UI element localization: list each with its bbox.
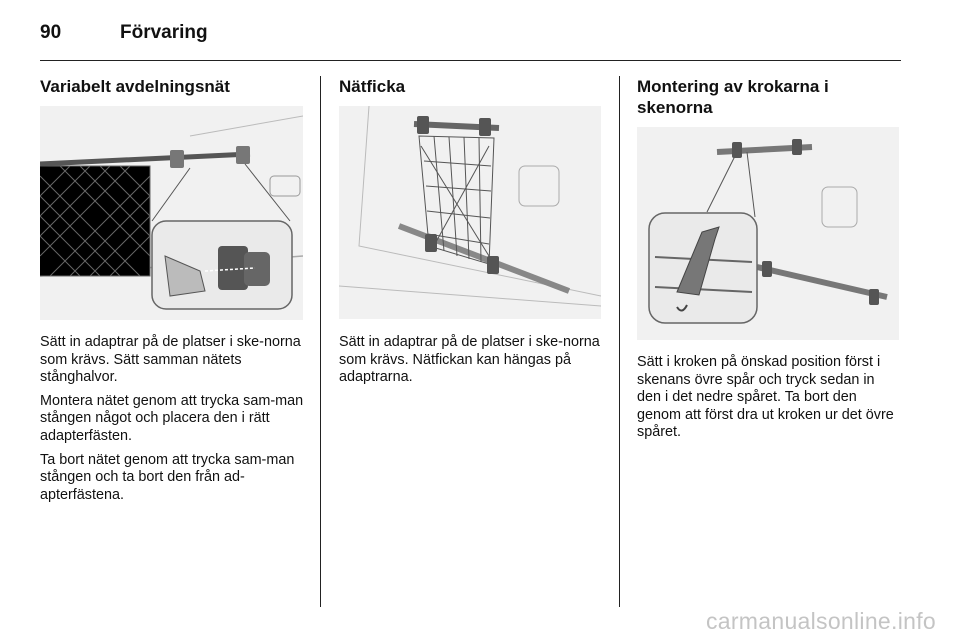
section-body-net-pocket [339,334,601,393]
header-rule [40,60,901,61]
divider-net-drawing [40,106,303,320]
column-divider-1 [320,76,321,607]
illustration-hook-mounting [637,127,899,340]
section-body-divider-net [40,334,305,510]
section-heading: Montering av krokarna i skenorna [637,77,829,117]
page-header [40,22,900,62]
watermark: carmanualsonline.info [705,608,936,634]
section-heading: Nätficka [339,77,406,96]
paragraph: Montera nätet genom att trycka sam-man stången något och placera den i rätt adapterfästen. [40,392,304,444]
section-body-hook-mounting [637,354,901,448]
paragraph: Ta bort nätet genom att trycka sam-man stången och ta bort den från ad-apterfästena. [40,451,295,503]
section-net-pocket [339,76,601,97]
section-heading: Variabelt avdelningsnät [40,77,230,96]
paragraph: Sätt in adaptrar på de platser i ske-norna som krävs. Nätfickan kan hängas på adaptrarna. [339,334,600,386]
illustration-divider-net [40,106,303,320]
illustration-net-pocket [339,106,601,319]
column-divider-2 [619,76,620,607]
section-hook-mounting [637,76,899,118]
net-pocket-drawing [339,106,601,319]
hook-mounting-drawing [637,127,899,340]
paragraph: Sätt i kroken på önskad position först i skenans övre spår och tryck sedan in den i det nedre spåret. Ta bort den genom att först dra ut kroken ur det övre spåret. [637,354,894,441]
chapter-title: Förvaring [120,22,208,43]
page-number: 90 [40,22,62,43]
paragraph: Sätt in adaptrar på de platser i ske-norna som krävs. Sätt samman nätets stånghalvor. [40,334,301,386]
section-divider-net [40,76,306,97]
